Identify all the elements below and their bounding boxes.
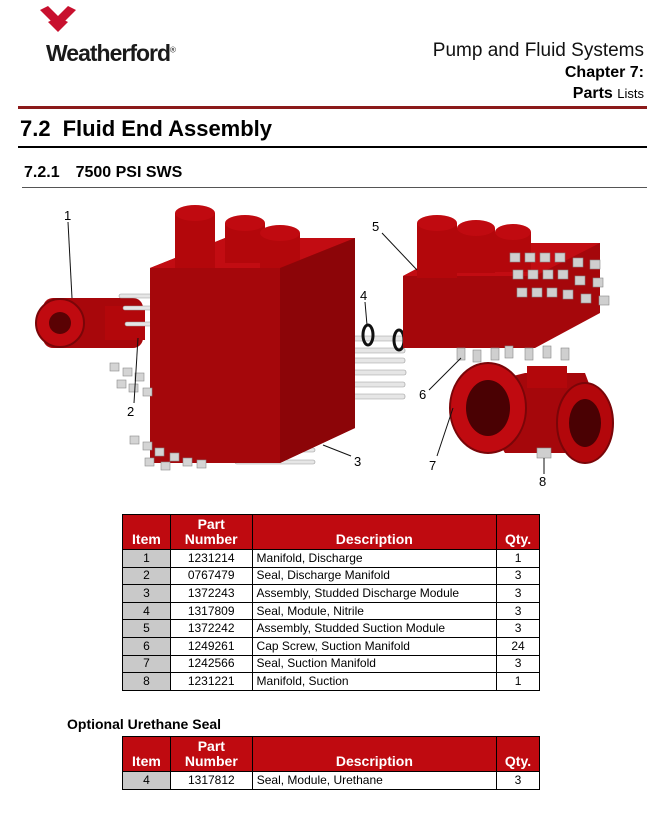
cell-item: 5	[123, 620, 171, 638]
table-row	[123, 620, 540, 638]
column-header-qty: Qty.	[497, 515, 540, 550]
cell-item: 4	[123, 772, 171, 790]
table-row	[123, 602, 540, 620]
suction-manifold-part	[450, 363, 613, 463]
weatherford-logo-icon	[40, 6, 76, 34]
cell-description: Seal, Module, Nitrile	[252, 602, 497, 620]
section-title: 7.2 Fluid End Assembly	[20, 116, 273, 141]
callout-label: 2	[127, 404, 135, 419]
subsection-divider	[22, 187, 647, 188]
cell-part-number: 1249261	[170, 637, 252, 655]
cell-part-number: 1317812	[170, 772, 252, 790]
column-header-description: Description	[252, 737, 496, 772]
cell-qty: 3	[497, 567, 540, 585]
header-chapter: Chapter 7:	[564, 64, 644, 81]
exploded-assembly-diagram	[25, 198, 640, 503]
column-header-part-number: Part Number	[170, 515, 252, 550]
cell-part-number: 0767479	[170, 567, 252, 585]
cell-description: Cap Screw, Suction Manifold	[252, 637, 497, 655]
table-row	[123, 567, 540, 585]
cell-part-number: 1231221	[170, 673, 252, 691]
column-header-description: Description	[252, 515, 497, 550]
table-row	[123, 772, 540, 790]
cell-part-number: 1231214	[170, 550, 252, 568]
callout-label: 5	[372, 219, 380, 234]
column-header-part-number: Part Number	[170, 737, 252, 772]
optional-seal-title: Optional Urethane Seal	[67, 716, 222, 732]
callout-label: 8	[539, 474, 547, 489]
parts-table	[122, 514, 540, 691]
cell-item: 7	[123, 655, 171, 673]
header-divider	[18, 106, 647, 109]
table-row	[123, 585, 540, 603]
cell-qty: 1	[497, 550, 540, 568]
column-header-item: Item	[123, 515, 171, 550]
cell-description: Assembly, Studded Suction Module	[252, 620, 497, 638]
cell-item: 1	[123, 550, 171, 568]
optional-parts-table	[122, 736, 540, 790]
cell-item: 8	[123, 673, 171, 691]
cell-description: Manifold, Suction	[252, 673, 497, 691]
cell-qty: 1	[497, 673, 540, 691]
discharge-module-part	[150, 205, 355, 463]
table-row	[123, 637, 540, 655]
document-header	[433, 40, 644, 104]
column-header-item: Item	[123, 737, 171, 772]
cell-description: Seal, Discharge Manifold	[252, 567, 497, 585]
brand-name: Weatherford®	[46, 40, 176, 66]
header-chapter-name: Parts Lists	[572, 85, 644, 102]
cell-description: Manifold, Discharge	[252, 550, 497, 568]
cell-qty: 3	[497, 655, 540, 673]
cell-description: Seal, Module, Urethane	[252, 772, 496, 790]
cell-part-number: 1372242	[170, 620, 252, 638]
table-row	[123, 655, 540, 673]
callout-label: 4	[360, 288, 368, 303]
cell-part-number: 1317809	[170, 602, 252, 620]
cell-qty: 3	[497, 585, 540, 603]
cell-item: 3	[123, 585, 171, 603]
cell-item: 2	[123, 567, 171, 585]
callout-label: 6	[419, 387, 427, 402]
subsection-title: 7.2.1 7500 PSI SWS	[24, 164, 183, 181]
section-divider	[18, 146, 647, 148]
table-row	[123, 550, 540, 568]
cell-qty: 3	[497, 602, 540, 620]
column-header-qty: Qty.	[497, 737, 540, 772]
callout-label: 7	[429, 458, 437, 473]
cell-qty: 24	[497, 637, 540, 655]
cell-qty: 3	[497, 772, 540, 790]
cell-item: 6	[123, 637, 171, 655]
cell-part-number: 1372243	[170, 585, 252, 603]
cell-part-number: 1242566	[170, 655, 252, 673]
table-row	[123, 673, 540, 691]
weatherford-logo	[40, 6, 180, 66]
cell-item: 4	[123, 602, 171, 620]
suction-module-part	[403, 215, 600, 348]
cell-description: Assembly, Studded Discharge Module	[252, 585, 497, 603]
callout-label: 1	[64, 208, 72, 223]
cell-qty: 3	[497, 620, 540, 638]
callout-label: 3	[354, 454, 362, 469]
header-title: Pump and Fluid Systems	[432, 40, 644, 61]
cell-description: Seal, Suction Manifold	[252, 655, 497, 673]
